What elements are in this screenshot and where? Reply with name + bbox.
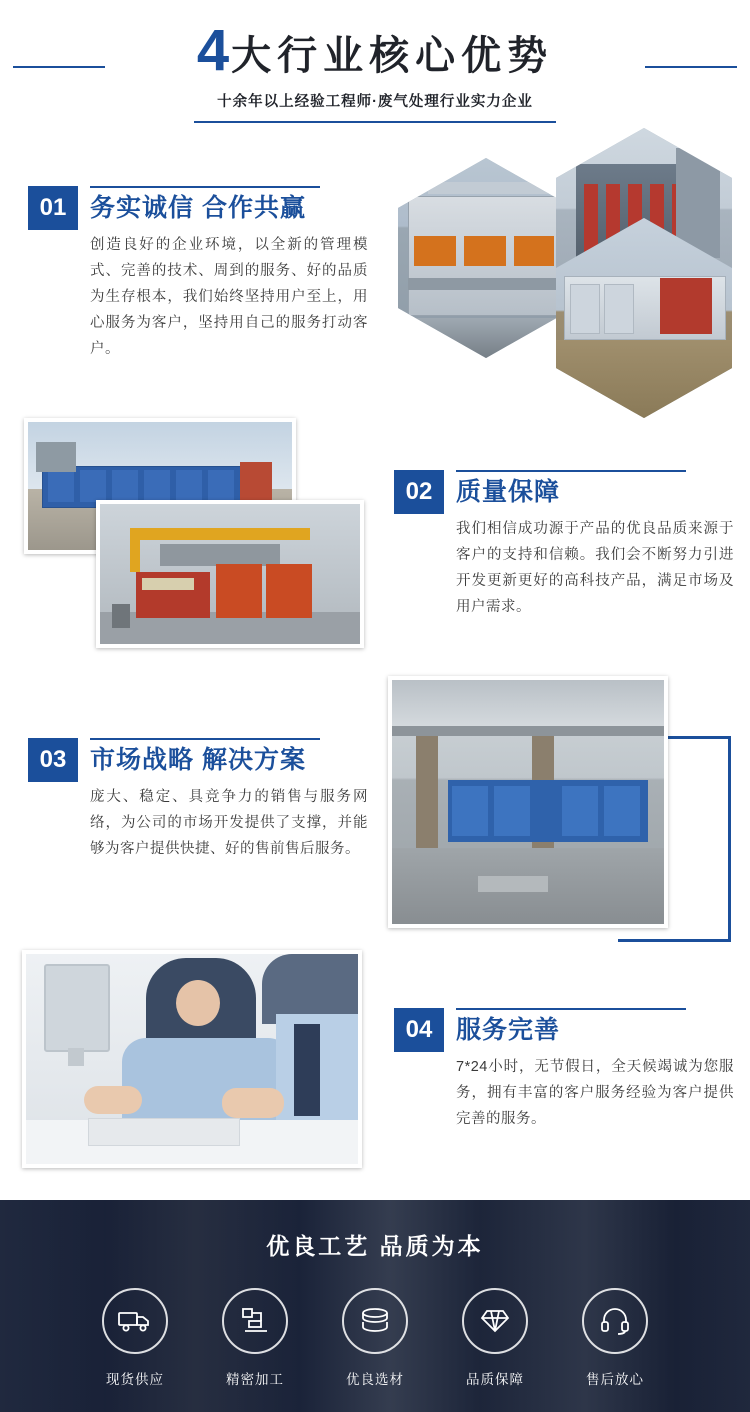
machine-icon: [222, 1288, 288, 1354]
section-03-header: [28, 738, 368, 784]
section-01-body: 创造良好的企业环境，以全新的管理模式、完善的技术、周到的服务、好的品质为生存根本，我们始终坚持用户至上，用心服务为客户，坚持用自己的服务打动客户。: [90, 237, 368, 357]
section-03-index: 03: [28, 738, 78, 782]
section-04-body: 7*24小时，无节假日，全天候竭诚为您服务，拥有丰富的客户服务经验为客户提供完善的服务。: [456, 1059, 734, 1127]
photo-catalytic-furnace: [96, 500, 364, 648]
photo-workshop-installation: [388, 676, 668, 928]
feature-item: [327, 1288, 423, 1388]
section-02-title: 质量保障: [456, 478, 561, 506]
header-inner: [95, 18, 655, 123]
feature-label: 精密加工: [226, 1372, 284, 1387]
title-number: 4: [196, 18, 230, 83]
header-rule-right: [645, 66, 737, 68]
page-subtitle: 十余年以上经验工程师·废气处理行业实力企业: [217, 94, 533, 110]
section-04-index: 04: [394, 1008, 444, 1052]
section-04-header: [394, 1008, 734, 1054]
section-04-title: 服务完善: [456, 1016, 561, 1044]
page-header: [0, 0, 750, 118]
title-text: 大行业核心优势: [231, 34, 554, 78]
section-04: [394, 1008, 734, 1132]
banner-feature-list: [0, 1288, 750, 1388]
feature-label: 售后放心: [586, 1372, 644, 1387]
subtitle-rule: [194, 121, 556, 123]
headset-icon: [582, 1288, 648, 1354]
section-01-index: 01: [28, 186, 78, 230]
feature-item: [207, 1288, 303, 1388]
photo-customer-service: [22, 950, 362, 1168]
truck-icon: [102, 1288, 168, 1354]
section-01: [28, 186, 368, 362]
section-01-header: [28, 186, 368, 232]
hex-photo-cluster: [392, 128, 732, 400]
section-02: [394, 470, 734, 620]
section-03-body: 庞大、稳定、具竞争力的销售与服务网络，为公司的市场开发提供了支撑，并能够为客户提供快捷、好的售前售后服务。: [90, 789, 368, 857]
photo-hex-activated-carbon: [398, 158, 574, 358]
feature-label: 品质保障: [466, 1372, 524, 1387]
feature-label: 现货供应: [106, 1372, 164, 1387]
page-title: [95, 18, 655, 83]
section-01-title: 务实诚信 合作共赢: [90, 194, 306, 222]
header-rule-left: [13, 66, 105, 68]
banner-title: 优良工艺 品质为本: [266, 1233, 484, 1259]
section-02-index: 02: [394, 470, 444, 514]
feature-item: [447, 1288, 543, 1388]
feature-item: [87, 1288, 183, 1388]
diamond-icon: [462, 1288, 528, 1354]
section-03: [28, 738, 368, 862]
feature-item: [567, 1288, 663, 1388]
layers-icon: [342, 1288, 408, 1354]
feature-label: 优良选材: [346, 1372, 404, 1387]
section-02-header: [394, 470, 734, 516]
bottom-banner: [0, 1200, 750, 1412]
section-02-body: 我们相信成功源于产品的优良品质来源于客户的支持和信赖。我们会不断努力引进开发更新更好的高科技产品，满足市场及用户需求。: [456, 521, 734, 615]
section-03-title: 市场战略 解决方案: [90, 746, 306, 774]
